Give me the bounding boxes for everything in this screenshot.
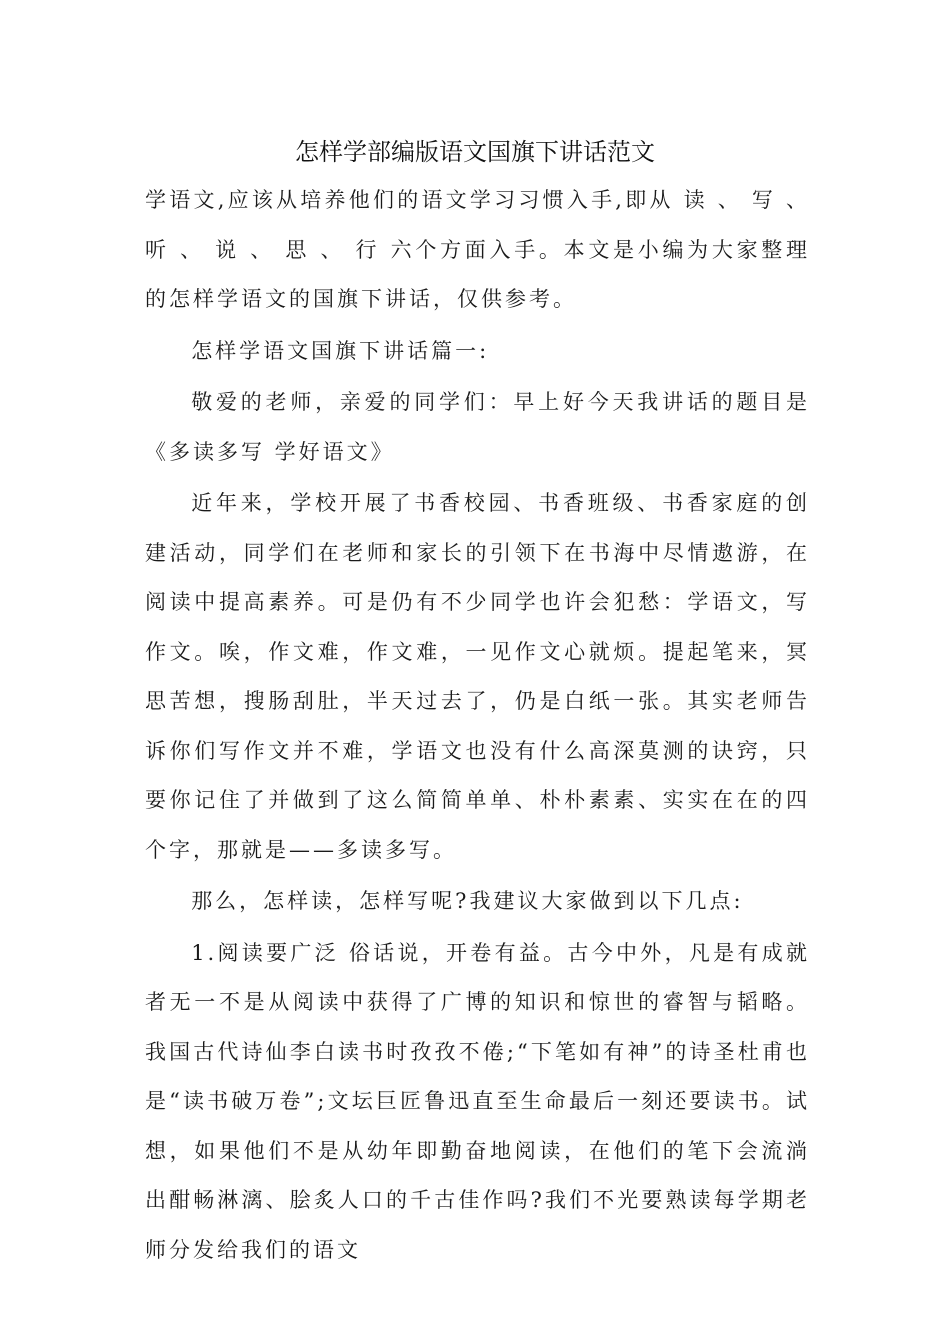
document-body <box>145 176 810 1275</box>
paragraph-greeting: 敬爱的老师，亲爱的同学们：早上好今天我讲话的题目是《多读多写 学好语文》 <box>145 390 810 464</box>
paragraph-intro: 学语文,应该从培养他们的语文学习习惯入手,即从 读 、 写 、 听 、 说 、 思 、 行 六个方面入手。本文是小编为大家整理的怎样学语文的国旗下讲话，仅供参考。 <box>145 188 810 311</box>
paragraph-section-heading: 怎样学语文国旗下讲话篇一: <box>191 338 490 363</box>
paragraph-body-1: 近年来，学校开展了书香校园、书香班级、书香家庭的创建活动，同学们在老师和家长的引领下在书海中尽情遨游，在阅读中提高素养。可是仍有不少同学也许会犯愁：学语文，写作文。唉，作文难，作文难，一见作文心就烦。提起笔来，冥思苦想，搜肠刮肚，半天过去了，仍是白纸一张。其实老师告诉你们写作文并不难，学语文也没有什么高深莫测的诀窍，只要你记住了并做到了这么简简单单、朴朴素素、实实在在的四个字，那就是——多读多写。 <box>145 491 810 862</box>
paragraph-question: 那么，怎样读，怎样写呢?我建议大家做到以下几点: <box>191 889 744 913</box>
paragraph-point-1: 1.阅读要广泛 俗话说，开卷有益。古今中外，凡是有成就者无一不是从阅读中获得了广博的知识和惊世的睿智与韬略。我国古代诗仙李白读书时孜孜不倦;“下笔如有神”的诗圣杜甫也是“读书破万卷”;文坛巨匠鲁迅直至生命最后一刻还要读书。试想，如果他们不是从幼年即勤奋地阅读，在他们的笔下会流淌出酣畅淋漓、脍炙人口的千古佳作吗?我们不光要熟读每学期老师分发给我们的语文 <box>145 940 810 1262</box>
document-title: 怎样学部编版语文国旗下讲话范文 <box>295 138 655 166</box>
